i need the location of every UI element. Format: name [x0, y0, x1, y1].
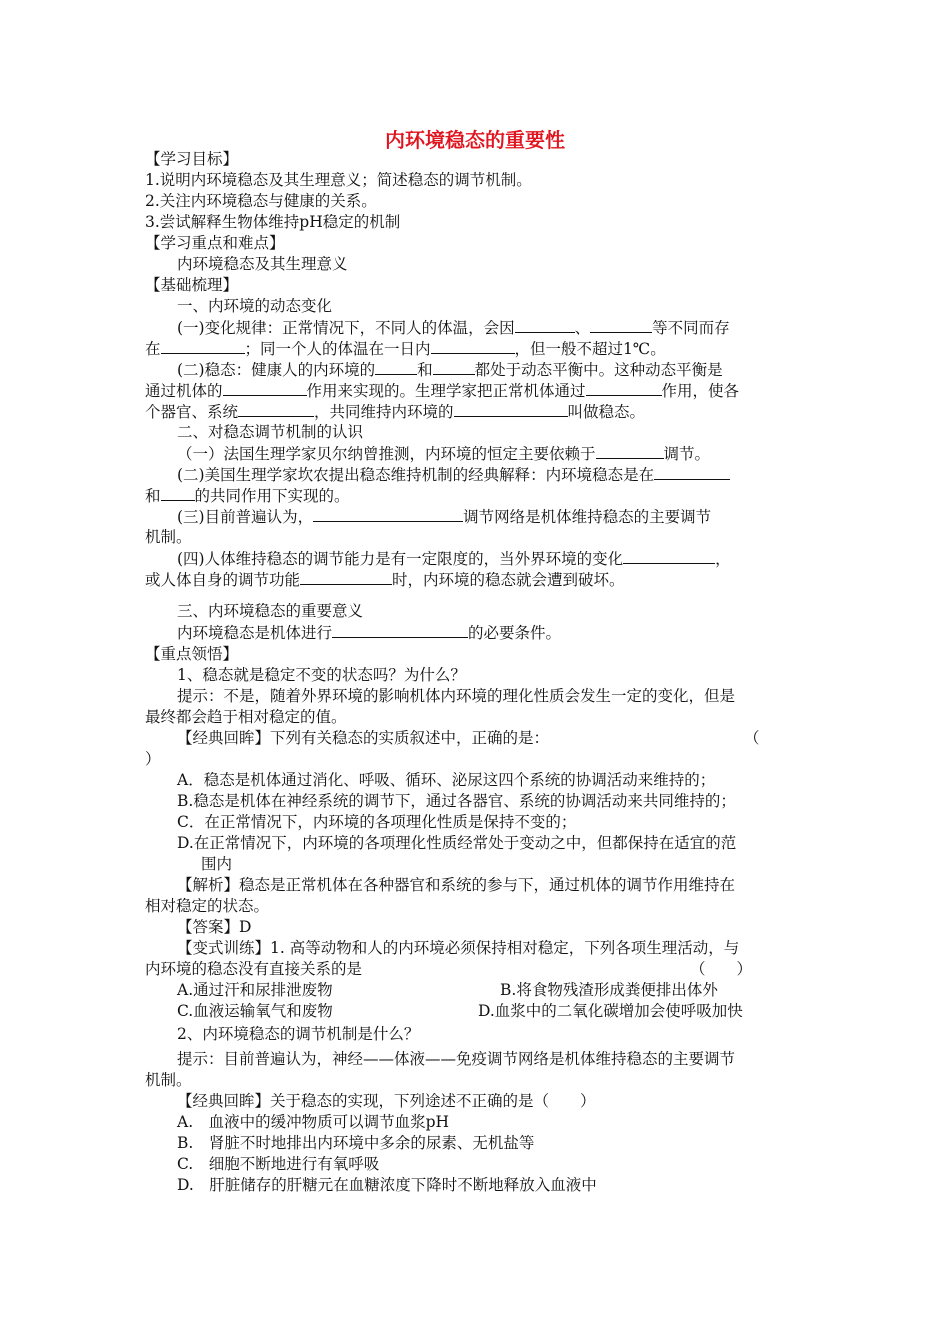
hint-text: 提示：目前普遍认为，神经——体液——免疫调节网络是机体维持稳态的主要调节 [177, 1050, 736, 1068]
line-text: (一)变化规律：正常情况下，不同人的体温，会因 [177, 319, 515, 337]
answer-paren: （ ） [690, 960, 753, 978]
answer-blank[interactable] [454, 400, 568, 417]
line-text: 作用来实现的。生理学家把正常机体通过 [306, 382, 586, 400]
classic-question-2: 【经典回眸】关于稳态的实现，下列途述不正确的是（ ） [177, 1092, 596, 1110]
option-a: A．稳态是机体通过消化、呼吸、循环、泌尿这四个系统的协调活动来维持的； [177, 771, 716, 789]
question-2: 2、内环境稳态的调节机制是什么？ [177, 1025, 420, 1043]
option-d: D.在正常情况下，内环境的各项理化性质经常处于变动之中，但都保持在适宜的范 [177, 834, 737, 852]
variant-question: 内环境的稳态没有直接关系的是 [145, 960, 363, 978]
line-text: (三)目前普遍认为， [177, 508, 314, 526]
line-text: 时，内环境的稳态就会遭到破坏。 [392, 571, 625, 589]
option-c: C. 细胞不断地进行有氧呼吸 [177, 1155, 380, 1173]
classic-question-1: 【经典回眸】下列有关稳态的实质叙述中，正确的是： [177, 729, 550, 747]
fill-line [145, 484, 350, 507]
answer-blank[interactable] [332, 621, 468, 638]
line-text: 调节。 [663, 445, 711, 463]
fill-line [177, 621, 561, 644]
hint-text: 机制。 [145, 1071, 192, 1089]
analysis-text: 相对稳定的状态。 [145, 897, 270, 915]
part3-title: 三、内环境稳态的重要意义 [177, 602, 364, 620]
line-text: ， [715, 550, 731, 568]
fill-line [177, 442, 710, 465]
fill-line [177, 547, 731, 570]
hint-text: 最终都会趋于相对稳定的值。 [145, 708, 347, 726]
page-title: 内环境稳态的重要性 [385, 128, 565, 152]
answer-blank[interactable] [161, 337, 245, 354]
part2-title: 二、对稳态调节机制的认识 [177, 423, 364, 441]
line-text: (二)稳态：健康人的内环境的 [177, 361, 376, 379]
option-b: B. 肾脏不时地排出内环境中多余的尿素、无机盐等 [177, 1134, 535, 1152]
line-text: (四)人体维持稳态的调节能力是有一定限度的，当外界环境的变化 [177, 550, 624, 568]
line-text: 和 [417, 361, 433, 379]
option-b: B.稳态是机体在神经系统的调节下，通过各器官、系统的协调活动来共同维持的； [177, 792, 736, 810]
answer-blank[interactable] [433, 358, 475, 375]
line-text: (二)美国生理学家坎农提出稳态维持机制的经典解释：内环境稳态是在 [177, 466, 655, 484]
part1-title: 一、内环境的动态变化 [177, 297, 333, 315]
line-text: 个器官、系统 [145, 403, 239, 421]
answer-blank[interactable] [515, 316, 575, 333]
variant-option-d: D.血浆中的二氧化碳增加会使呼吸加快 [478, 1002, 743, 1020]
line-text: 等不同而存 [652, 319, 730, 337]
fill-line [145, 379, 739, 402]
fill-line [177, 358, 723, 381]
fill-line [145, 400, 645, 423]
answer-blank[interactable] [238, 400, 314, 417]
variant-option-a: A.通过汗和尿排泄废物 [177, 981, 333, 999]
goal-item-2: 2.关注内环境稳态与健康的关系。 [145, 192, 377, 210]
answer-paren-open: （ [744, 729, 760, 747]
analysis-text: 【解析】稳态是正常机体在各种器官和系统的参与下，通过机体的调节作用维持在 [177, 876, 736, 894]
line-text: 调节网络是机体维持稳态的主要调节 [463, 508, 712, 526]
fill-line [177, 463, 730, 486]
option-a: A. 血液中的缓冲物质可以调节血浆pH [177, 1113, 450, 1131]
answer-blank[interactable] [431, 337, 515, 354]
goal-item-1: 1.说明内环境稳态及其生理意义；简述稳态的调节机制。 [145, 171, 532, 189]
key-text: 内环境稳态及其生理意义 [177, 255, 348, 273]
answer-blank[interactable] [623, 547, 715, 564]
line-text: ；同一个人的体温在一日内 [244, 340, 431, 358]
line-text: 、 [574, 319, 591, 337]
line-text: 作用，使各 [661, 382, 740, 400]
hint-text: 提示：不是，随着外界环境的影响机体内环境的理化性质会发生一定的变化，但是 [177, 687, 736, 705]
answer-text: 【答案】D [177, 918, 252, 936]
fill-line [177, 505, 711, 528]
line-text: 或人体自身的调节功能 [145, 571, 301, 589]
line-text: 内环境稳态是机体进行 [177, 624, 333, 642]
answer-blank[interactable] [313, 505, 463, 522]
answer-blank[interactable] [161, 484, 195, 501]
line-text: ，共同维持内环境的 [314, 403, 454, 421]
variant-option-c: C.血液运输氧气和废物 [177, 1002, 333, 1020]
line-text: 的必要条件。 [468, 624, 562, 642]
line-text: （一）法国生理学家贝尔纳曾推测，内环境的恒定主要依赖于 [177, 445, 596, 463]
answer-blank[interactable] [596, 442, 664, 459]
line-text: 通过机体的 [145, 382, 223, 400]
question-1: 1、稳态就是稳定不变的状态吗？为什么？ [177, 666, 466, 684]
answer-blank[interactable] [590, 316, 652, 333]
answer-blank[interactable] [586, 379, 662, 396]
line-text: ，但一般不超过1℃。 [514, 340, 666, 358]
variant-option-b: B.将食物残渣形成粪便排出体外 [500, 981, 718, 999]
line-text: 叫做稳态。 [567, 403, 646, 421]
answer-blank[interactable] [300, 568, 392, 585]
line-text: 机制。 [145, 528, 192, 546]
answer-blank[interactable] [375, 358, 417, 375]
goal-item-3: 3.尝试解释生物体维持pH稳定的机制 [145, 213, 401, 231]
answer-blank[interactable] [654, 463, 730, 480]
variant-question: 【变式训练】1. 高等动物和人的内环境必须保持相对稳定，下列各项生理活动，与 [177, 939, 740, 957]
answer-blank[interactable] [223, 379, 307, 396]
option-d-cont: 围内 [201, 855, 233, 873]
fill-line [145, 337, 666, 360]
answer-paren-close: ） [145, 750, 161, 768]
section-key-heading: 【学习重点和难点】 [145, 234, 285, 252]
line-text: 都处于动态平衡中。这种动态平衡是 [474, 361, 723, 379]
line-text: 和 [145, 487, 161, 505]
section-goals-heading: 【学习目标】 [145, 150, 239, 168]
line-text: 在 [145, 340, 161, 358]
option-d: D. 肝脏储存的肝糖元在血糖浓度下降时不断地释放入血液中 [177, 1176, 597, 1194]
option-c: C．在正常情况下，内环境的各项理化性质是保持不变的； [177, 813, 577, 831]
fill-line [145, 568, 625, 591]
fill-line [177, 316, 730, 339]
section-focus-heading: 【重点领悟】 [145, 645, 239, 663]
section-basic-heading: 【基础梳理】 [145, 276, 239, 294]
line-text: 的共同作用下实现的。 [194, 487, 350, 505]
